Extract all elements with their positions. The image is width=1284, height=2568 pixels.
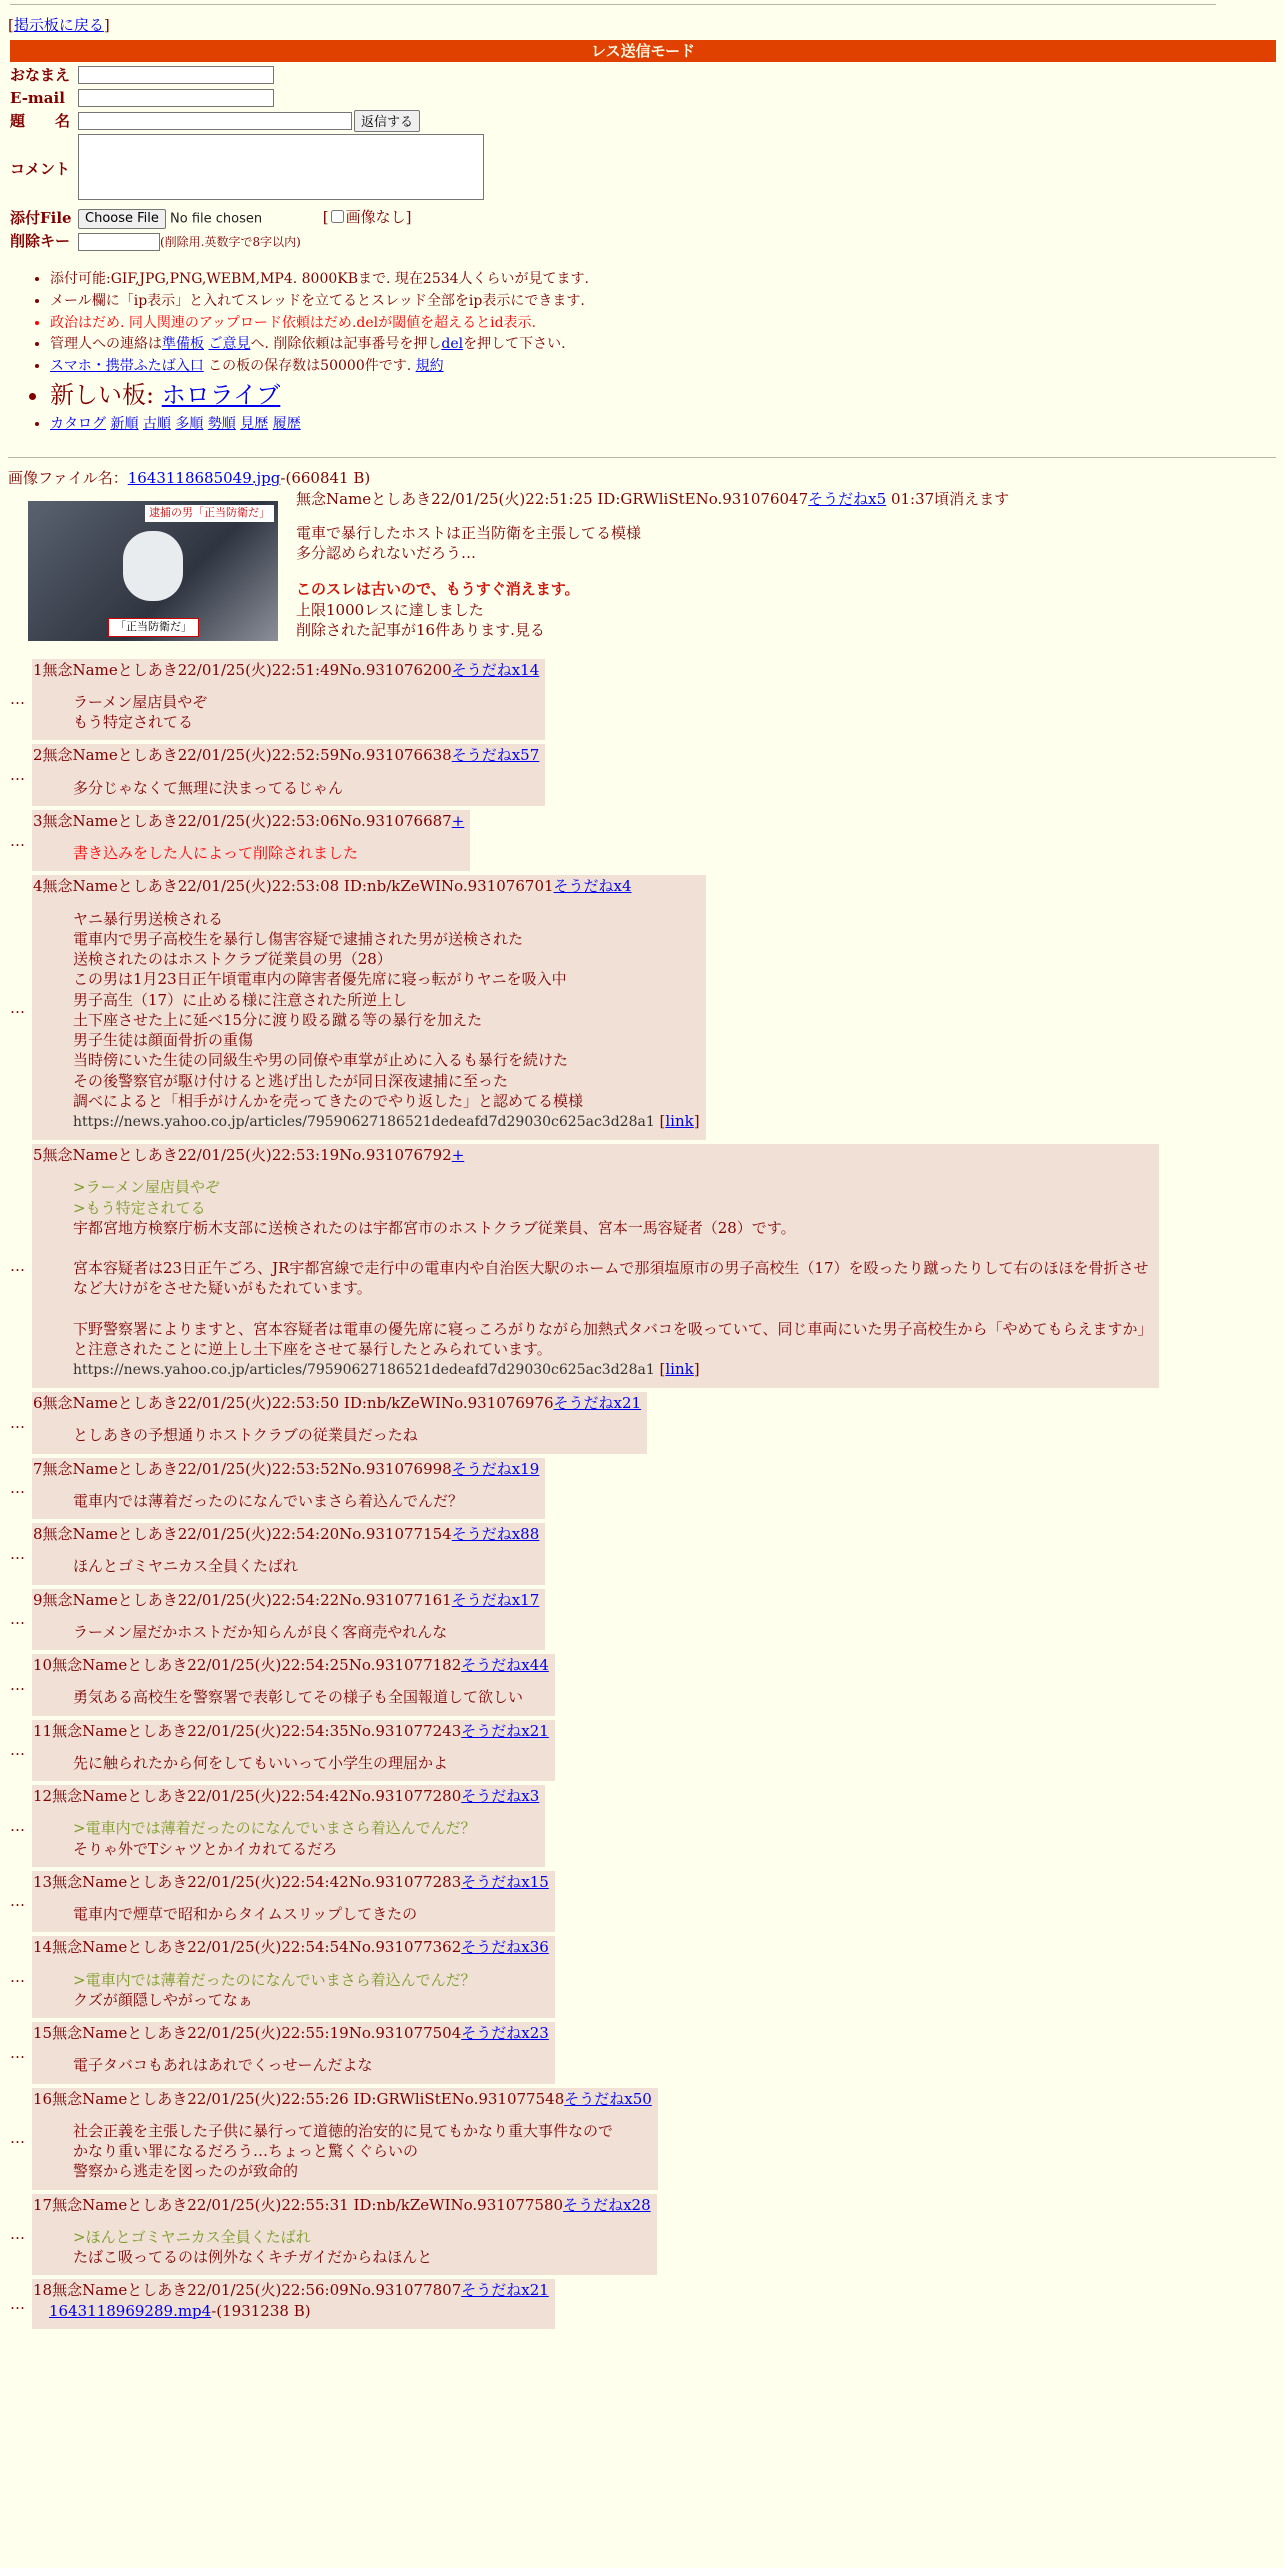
notice-item: • スマホ・携帯ふたば入口 この板の保存数は50000件です. 規約: [50, 357, 1276, 376]
reply-row: [8, 875, 1276, 1140]
limit-notice: 上限1000レスに達しました: [296, 600, 484, 619]
reply-box: [32, 1589, 545, 1651]
email-input[interactable]: [78, 89, 274, 107]
reply-row: [8, 1936, 1276, 2018]
sodane-link[interactable]: そうだねx50: [564, 2089, 652, 2108]
delete-key-input[interactable]: [78, 233, 160, 251]
prep-board-link[interactable]: 準備板: [162, 336, 204, 353]
reply-line: もう特定されてる: [73, 713, 194, 732]
op-file-link[interactable]: 1643118685049.jpg: [127, 469, 281, 488]
reply-line: ラーメン屋店員やぞ: [73, 692, 208, 711]
ellipsis-menu-icon[interactable]: …: [10, 2129, 25, 2148]
reply-box: [32, 1720, 555, 1782]
sodane-link[interactable]: そうだねx17: [451, 1590, 540, 1609]
quote-line: >電車内では薄着だったのになんでいまさら着込んでんだ？: [73, 1819, 476, 1838]
sodane-link[interactable]: そうだねx57: [451, 746, 540, 765]
reply-header: 16無念Nameとしあき22/01/25(火)22:55:26 ID:GRWliStENo.931077548: [33, 2089, 565, 2108]
reply-header: 14無念Nameとしあき22/01/25(火)22:54:54No.931077362: [33, 1938, 462, 1957]
sodane-link[interactable]: そうだねx21: [461, 1721, 549, 1740]
reply-body: [73, 1904, 549, 1924]
reply-line: この男は1月23日正午頃電車内の障害者優先席に寝っ転がりヤニを吸入中: [73, 970, 567, 989]
file-status: No file chosen: [170, 211, 263, 226]
reply-line: 当時傍にいた生徒の同級生や男の同僚や車掌が止めに入るも暴行を続けた: [73, 1051, 569, 1070]
reply-line: 先に触られたから何をしてもいいって小学生の理屈かよ: [73, 1753, 449, 1772]
subject-input[interactable]: [78, 112, 352, 130]
sodane-link[interactable]: そうだねx21: [461, 2281, 549, 2300]
ellipsis-menu-icon[interactable]: …: [10, 1816, 25, 1835]
reply-box: 18無念Nameとしあき22/01/25(火)22:56:09No.931077807そうだねx21 1643118969289.mp4-(1931238 B): [32, 2279, 555, 2329]
ellipsis-menu-icon[interactable]: …: [10, 1256, 25, 1275]
sort-links: [50, 415, 1276, 434]
sodane-link[interactable]: そうだねx4: [553, 877, 632, 896]
reply-body: [73, 2121, 652, 2182]
ellipsis-menu-icon[interactable]: …: [10, 1610, 25, 1629]
reply-line: クズが顔隠しやがってなぁ: [73, 1990, 253, 2009]
rules-link[interactable]: 規約: [415, 358, 444, 375]
reply-line: そりゃ外でTシャツとかイカれてるだろ: [73, 1839, 338, 1858]
reply-line: 警察から逃走を図ったのが致命的: [73, 2162, 299, 2181]
quote-line: >電車内では薄着だったのになんでいまさら着込んでんだ？: [73, 1970, 476, 1989]
reply-line: 送検されたのはホストクラブ従業員の男（28）: [73, 950, 392, 969]
op-thumbnail[interactable]: [28, 501, 278, 641]
reply-form: おなまえ E-mail 題 名 返信する コメント 添付File Choose File No file chosen [ 画像なし] 削除キー (削除用.英数字で8字以内): [8, 64, 486, 252]
catalog-link[interactable]: カタログ: [50, 415, 106, 432]
reply-line: 下野警察署によりますと、宮本容疑者は電車の優先席に寝っころがりながら加熱式タバコを吸っていて、同じ車両にいた男子高校生から「やめてもらえますか」: [73, 1319, 1153, 1338]
sodane-link[interactable]: +: [451, 811, 465, 830]
reply-file-link[interactable]: 1643118969289.mp4: [49, 2301, 212, 2320]
back-to-board-link[interactable]: 掲示板に戻る: [13, 16, 104, 34]
reply-body: [73, 692, 539, 733]
comment-textarea[interactable]: [78, 134, 484, 200]
no-image-label: 画像なし: [345, 208, 406, 226]
reply-body: [73, 778, 539, 798]
reply-box: [32, 2194, 657, 2276]
reply-box: [32, 2088, 658, 2190]
reply-header: 1無念Nameとしあき22/01/25(火)22:51:49No.931076200: [33, 660, 452, 679]
reply-header: 6無念Nameとしあき22/01/25(火)22:53:50 ID:nb/kZeWINo.931076976: [33, 1394, 554, 1413]
sodane-link[interactable]: そうだねx28: [563, 2195, 651, 2214]
reply-line: https://news.yahoo.co.jp/articles/79590627186521dedeafd7d29030c625ac3d28a1 [link]: [73, 1112, 700, 1131]
no-image-checkbox[interactable]: [331, 210, 344, 223]
reply-row: [8, 1144, 1276, 1388]
new-board-link[interactable]: ホロライブ: [161, 381, 281, 410]
quote-line: >ラーメン屋店員やぞ: [73, 1178, 220, 1197]
reply-line: など大けがをさせた疑いがもたれています。: [73, 1279, 372, 1298]
ellipsis-menu-icon[interactable]: …: [10, 1741, 25, 1760]
reply-body: [73, 909, 700, 1132]
ellipsis-menu-icon[interactable]: …: [10, 690, 25, 709]
viewed-history-link[interactable]: 見歴: [240, 415, 269, 432]
submit-button[interactable]: 返信する: [354, 110, 420, 132]
ellipsis-menu-icon[interactable]: …: [10, 1479, 25, 1498]
file-label: 添付File: [10, 208, 72, 227]
reply-body: [73, 1556, 539, 1576]
sort-many-link[interactable]: 多順: [175, 415, 204, 432]
sort-momentum-link[interactable]: 勢順: [207, 415, 236, 432]
reply-header: 8無念Nameとしあき22/01/25(火)22:54:20No.931077154: [33, 1525, 452, 1544]
reply-header: 2無念Nameとしあき22/01/25(火)22:52:59No.931076638: [33, 746, 452, 765]
reply-box: [32, 1871, 555, 1933]
reply-line: ほんとゴミヤニカス全員くたばれ: [73, 1557, 299, 1576]
thumb-caption-bottom: 「正当防衛だ」: [108, 618, 199, 637]
reply-row: [8, 1785, 1276, 1867]
reply-box: [32, 810, 470, 872]
reply-line: ラーメン屋だかホストだか知らんが良く客商売やれんな: [73, 1622, 448, 1641]
sodane-link[interactable]: そうだねx44: [461, 1656, 549, 1675]
notice-item: • 管理人への連絡は準備板 ご意見へ. 削除依頼は記事番号を押しdelを押して下さい.: [50, 335, 1276, 354]
sodane-link[interactable]: そうだねx19: [451, 1459, 540, 1478]
op-line: 電車で暴行したホストは正当防衛を主張してる模様: [296, 523, 642, 542]
reply-line: 電車内で煙草で昭和からタイムスリップしてきたの: [73, 1905, 418, 1924]
source-link[interactable]: link: [665, 1112, 694, 1131]
reply-box: [32, 1654, 555, 1716]
reply-row: [8, 1654, 1276, 1716]
reply-header: 11無念Nameとしあき22/01/25(火)22:54:35No.931077243: [33, 1721, 462, 1740]
reply-body: [73, 1818, 539, 1859]
comment-label: コメント: [10, 160, 71, 179]
reply-row: [8, 1458, 1276, 1520]
reply-line: 男子高生（17）に止める様に注意された所逆上し: [73, 990, 408, 1009]
notice-item: • 添付可能:GIF,JPG,PNG,WEBM,MP4. 8000KBまで. 現在2534人くらいが見てます.: [50, 270, 1276, 289]
reply-row: [8, 2279, 1276, 2329]
sodane-link[interactable]: そうだねx36: [461, 1938, 549, 1957]
reply-box: [32, 875, 706, 1140]
reply-header: 18無念Nameとしあき22/01/25(火)22:56:09No.931077807: [33, 2281, 462, 2300]
del-link[interactable]: del: [441, 336, 464, 353]
reply-line: ヤニ暴行男送検される: [73, 909, 224, 928]
reply-header: 12無念Nameとしあき22/01/25(火)22:54:42No.931077280: [33, 1787, 462, 1806]
reply-line: 電車内で男子高校生を暴行し傷害容疑で逮捕された男が送検された: [73, 929, 524, 948]
reply-body: [73, 1177, 1153, 1380]
mobile-entrance-link[interactable]: スマホ・携帯ふたば入口: [50, 358, 204, 375]
notice-item: • メール欄に「ip表示」と入れてスレッドを立てるとスレッド全部をip表示にできます.: [50, 292, 1276, 311]
reply-line: と注意されたことに逆上し土下座をさせて暴行したとみられています。: [73, 1339, 552, 1358]
reply-box: [32, 2022, 555, 2084]
thumb-caption-top: 逮捕の男「正当防衛だ」: [145, 505, 274, 522]
back-nav: [掲示板に戻る]: [8, 16, 110, 34]
ellipsis-menu-icon[interactable]: …: [10, 1544, 25, 1563]
reply-line: [73, 1238, 1153, 1258]
reply-line: としあきの予想通りホストクラブの従業員だったね: [73, 1426, 418, 1445]
ellipsis-menu-icon[interactable]: …: [10, 2043, 25, 2062]
op-text: [296, 489, 1276, 641]
sodane-link[interactable]: そうだねx3: [461, 1787, 540, 1806]
sodane-link[interactable]: そうだねx88: [451, 1525, 540, 1544]
reply-line: 宇都宮地方検察庁栃木支部に送検されたのは宇都宮市のホストクラブ従業員、宮本一馬容疑者（28）です。: [73, 1218, 796, 1237]
reply-line: 多分じゃなくて無理に決まってるじゃん: [73, 778, 344, 797]
notice-item: • 新しい板: ホロライブ: [50, 379, 1276, 411]
reply-row: [8, 2194, 1276, 2276]
reply-row: [8, 659, 1276, 741]
sodane-link[interactable]: そうだねx14: [451, 660, 540, 679]
reply-box: [32, 1785, 545, 1867]
reply-line: [73, 1299, 1153, 1319]
reply-header: 15無念Nameとしあき22/01/25(火)22:55:19No.931077504: [33, 2024, 462, 2043]
reply-row: [8, 744, 1276, 806]
reply-row: [8, 1523, 1276, 1585]
deleted-message: 書き込みをした人によって削除されました: [73, 844, 359, 863]
subject-label: 題 名: [10, 111, 71, 130]
reply-header: 4無念Nameとしあき22/01/25(火)22:53:08 ID:nb/kZeWINo.931076701: [33, 877, 554, 896]
delkey-note: (削除用.英数字で8字以内): [160, 234, 301, 249]
top-divider: [10, 4, 1216, 5]
reply-header: 10無念Nameとしあき22/01/25(火)22:54:25No.931077182: [33, 1656, 462, 1675]
reply-header: 3無念Nameとしあき22/01/25(火)22:53:06No.931076687: [33, 811, 452, 830]
reply-line: かなり重い罪になるだろう…ちょっと驚くぐらいの: [73, 2142, 419, 2161]
reply-body: [73, 2055, 549, 2075]
reply-line: 勇気ある高校生を警察署で表彰してその様子も全国報道して欲しい: [73, 1688, 524, 1707]
reply-row: [8, 1871, 1276, 1933]
reply-line: その後警察官が駆け付けると逃げ出したが同日深夜逮捕に至った: [73, 1071, 509, 1090]
delkey-label: 削除キー: [10, 231, 71, 250]
ellipsis-menu-icon[interactable]: …: [10, 2294, 25, 2313]
sodane-link[interactable]: そうだねx23: [461, 2024, 549, 2043]
expire-warning: このスレは古いので、もうすぐ消えます。: [296, 580, 580, 599]
ellipsis-menu-icon[interactable]: …: [10, 998, 25, 1017]
reply-header: 9無念Nameとしあき22/01/25(火)22:54:22No.931077161: [33, 1590, 452, 1609]
reply-header: 7無念Nameとしあき22/01/25(火)22:53:52No.931076998: [33, 1459, 452, 1478]
reply-box: [32, 1144, 1159, 1388]
reply-box: [32, 1523, 545, 1585]
email-label: E-mail: [10, 88, 65, 107]
notice-list: [8, 270, 1276, 434]
ellipsis-menu-icon[interactable]: …: [10, 766, 25, 785]
reply-body: [73, 1687, 549, 1707]
reply-line: 社会正義を主張した子供に暴行って道徳的治安的に見てもかなり重大事件なので: [73, 2121, 614, 2140]
reply-box: [32, 1936, 555, 2018]
reply-line: 電車内では薄着だったのになんでいまさら着込んでんだ？: [73, 1491, 464, 1510]
reply-row: [8, 1589, 1276, 1651]
name-input[interactable]: [78, 66, 274, 84]
reply-row: [8, 2022, 1276, 2084]
op-sodane-link[interactable]: そうだねx5: [808, 489, 887, 508]
person-figure: [123, 531, 183, 601]
reply-header: 13無念Nameとしあき22/01/25(火)22:54:42No.931077283: [33, 1872, 462, 1891]
reply-header: 5無念Nameとしあき22/01/25(火)22:53:19No.931076792: [33, 1146, 452, 1165]
sodane-link[interactable]: そうだねx21: [553, 1394, 642, 1413]
ellipsis-menu-icon[interactable]: …: [10, 1968, 25, 1987]
feedback-link[interactable]: ご意見: [208, 336, 251, 353]
op-line: 多分認められないだろう…: [296, 544, 477, 563]
reply-line: たばこ吸ってるのは例外なくキチガイだからねほんと: [73, 2248, 433, 2267]
reply-box: [32, 1458, 545, 1520]
ellipsis-menu-icon[interactable]: …: [10, 1675, 25, 1694]
reply-body: [73, 1491, 539, 1511]
source-link[interactable]: link: [665, 1360, 694, 1379]
deleted-notice[interactable]: 削除された記事が16件あります.見る: [296, 620, 545, 639]
thread-divider: [8, 457, 1276, 458]
reply-header: 17無念Nameとしあき22/01/25(火)22:55:31 ID:nb/kZeWINo.931077580: [33, 2195, 564, 2214]
reply-line: 男子生徒は顔面骨折の重傷: [73, 1031, 254, 1050]
reply-box: [32, 1392, 647, 1454]
reply-line: 調べによると「相手がけんかを売ってきたのでやり返した」と認めてる模様: [73, 1091, 584, 1110]
sort-new-link[interactable]: 新順: [110, 415, 139, 432]
reply-body: [73, 1753, 549, 1773]
ellipsis-menu-icon[interactable]: …: [10, 831, 25, 850]
reply-line: 宮本容疑者は23日正午ごろ、JR宇都宮線で走行中の電車内や自治医大駅のホームで那須塩原市の男子高校生（17）を殴ったり蹴ったりして右のほほを骨折させ: [73, 1259, 1149, 1278]
reply-body: [73, 1622, 539, 1642]
name-label: おなまえ: [10, 66, 71, 85]
reply-row: [8, 810, 1276, 872]
ellipsis-menu-icon[interactable]: …: [10, 2225, 25, 2244]
choose-file-button[interactable]: Choose File: [78, 209, 166, 229]
reply-body: [73, 843, 464, 863]
op-header: 無念Nameとしあき22/01/25(火)22:51:25 ID:GRWliStENo.931076047: [296, 489, 809, 508]
history-link[interactable]: 履歴: [272, 415, 301, 432]
op-file-info: 画像ファイル名：1643118685049.jpg-(660841 B): [8, 469, 371, 488]
reply-body: [73, 2227, 651, 2268]
reply-body: [73, 1425, 641, 1445]
notice-item: • 政治はだめ. 同人関連のアップロード依頼はだめ.delが閾値を超えるとid表示.: [50, 314, 1276, 333]
reply-list: [8, 659, 1276, 2329]
sort-old-link[interactable]: 古順: [142, 415, 171, 432]
reply-line: 電子タバコもあれはあれでくっせーんだよな: [73, 2056, 373, 2075]
reply-body: [73, 1970, 549, 2011]
sodane-link[interactable]: +: [451, 1146, 465, 1165]
quote-line: >ほんとゴミヤニカス全員くたばれ: [73, 2227, 311, 2246]
ellipsis-menu-icon[interactable]: …: [10, 1413, 25, 1432]
ellipsis-menu-icon[interactable]: …: [10, 1892, 25, 1911]
sodane-link[interactable]: そうだねx15: [461, 1872, 549, 1891]
mode-title-bar: レス送信モード: [10, 40, 1276, 62]
reply-row: [8, 1720, 1276, 1782]
reply-box: [32, 659, 545, 741]
reply-row: [8, 2088, 1276, 2190]
reply-line: 土下座させた上に延べ15分に渡り殴る蹴る等の暴行を加えた: [73, 1010, 483, 1029]
quote-line: >もう特定されてる: [73, 1198, 206, 1217]
op-expire: 01:37頃消えます: [886, 489, 1010, 508]
reply-row: [8, 1392, 1276, 1454]
reply-box: [32, 744, 545, 806]
op-post: [28, 489, 1276, 659]
reply-line: https://news.yahoo.co.jp/articles/79590627186521dedeafd7d29030c625ac3d28a1 [link]: [73, 1360, 700, 1379]
